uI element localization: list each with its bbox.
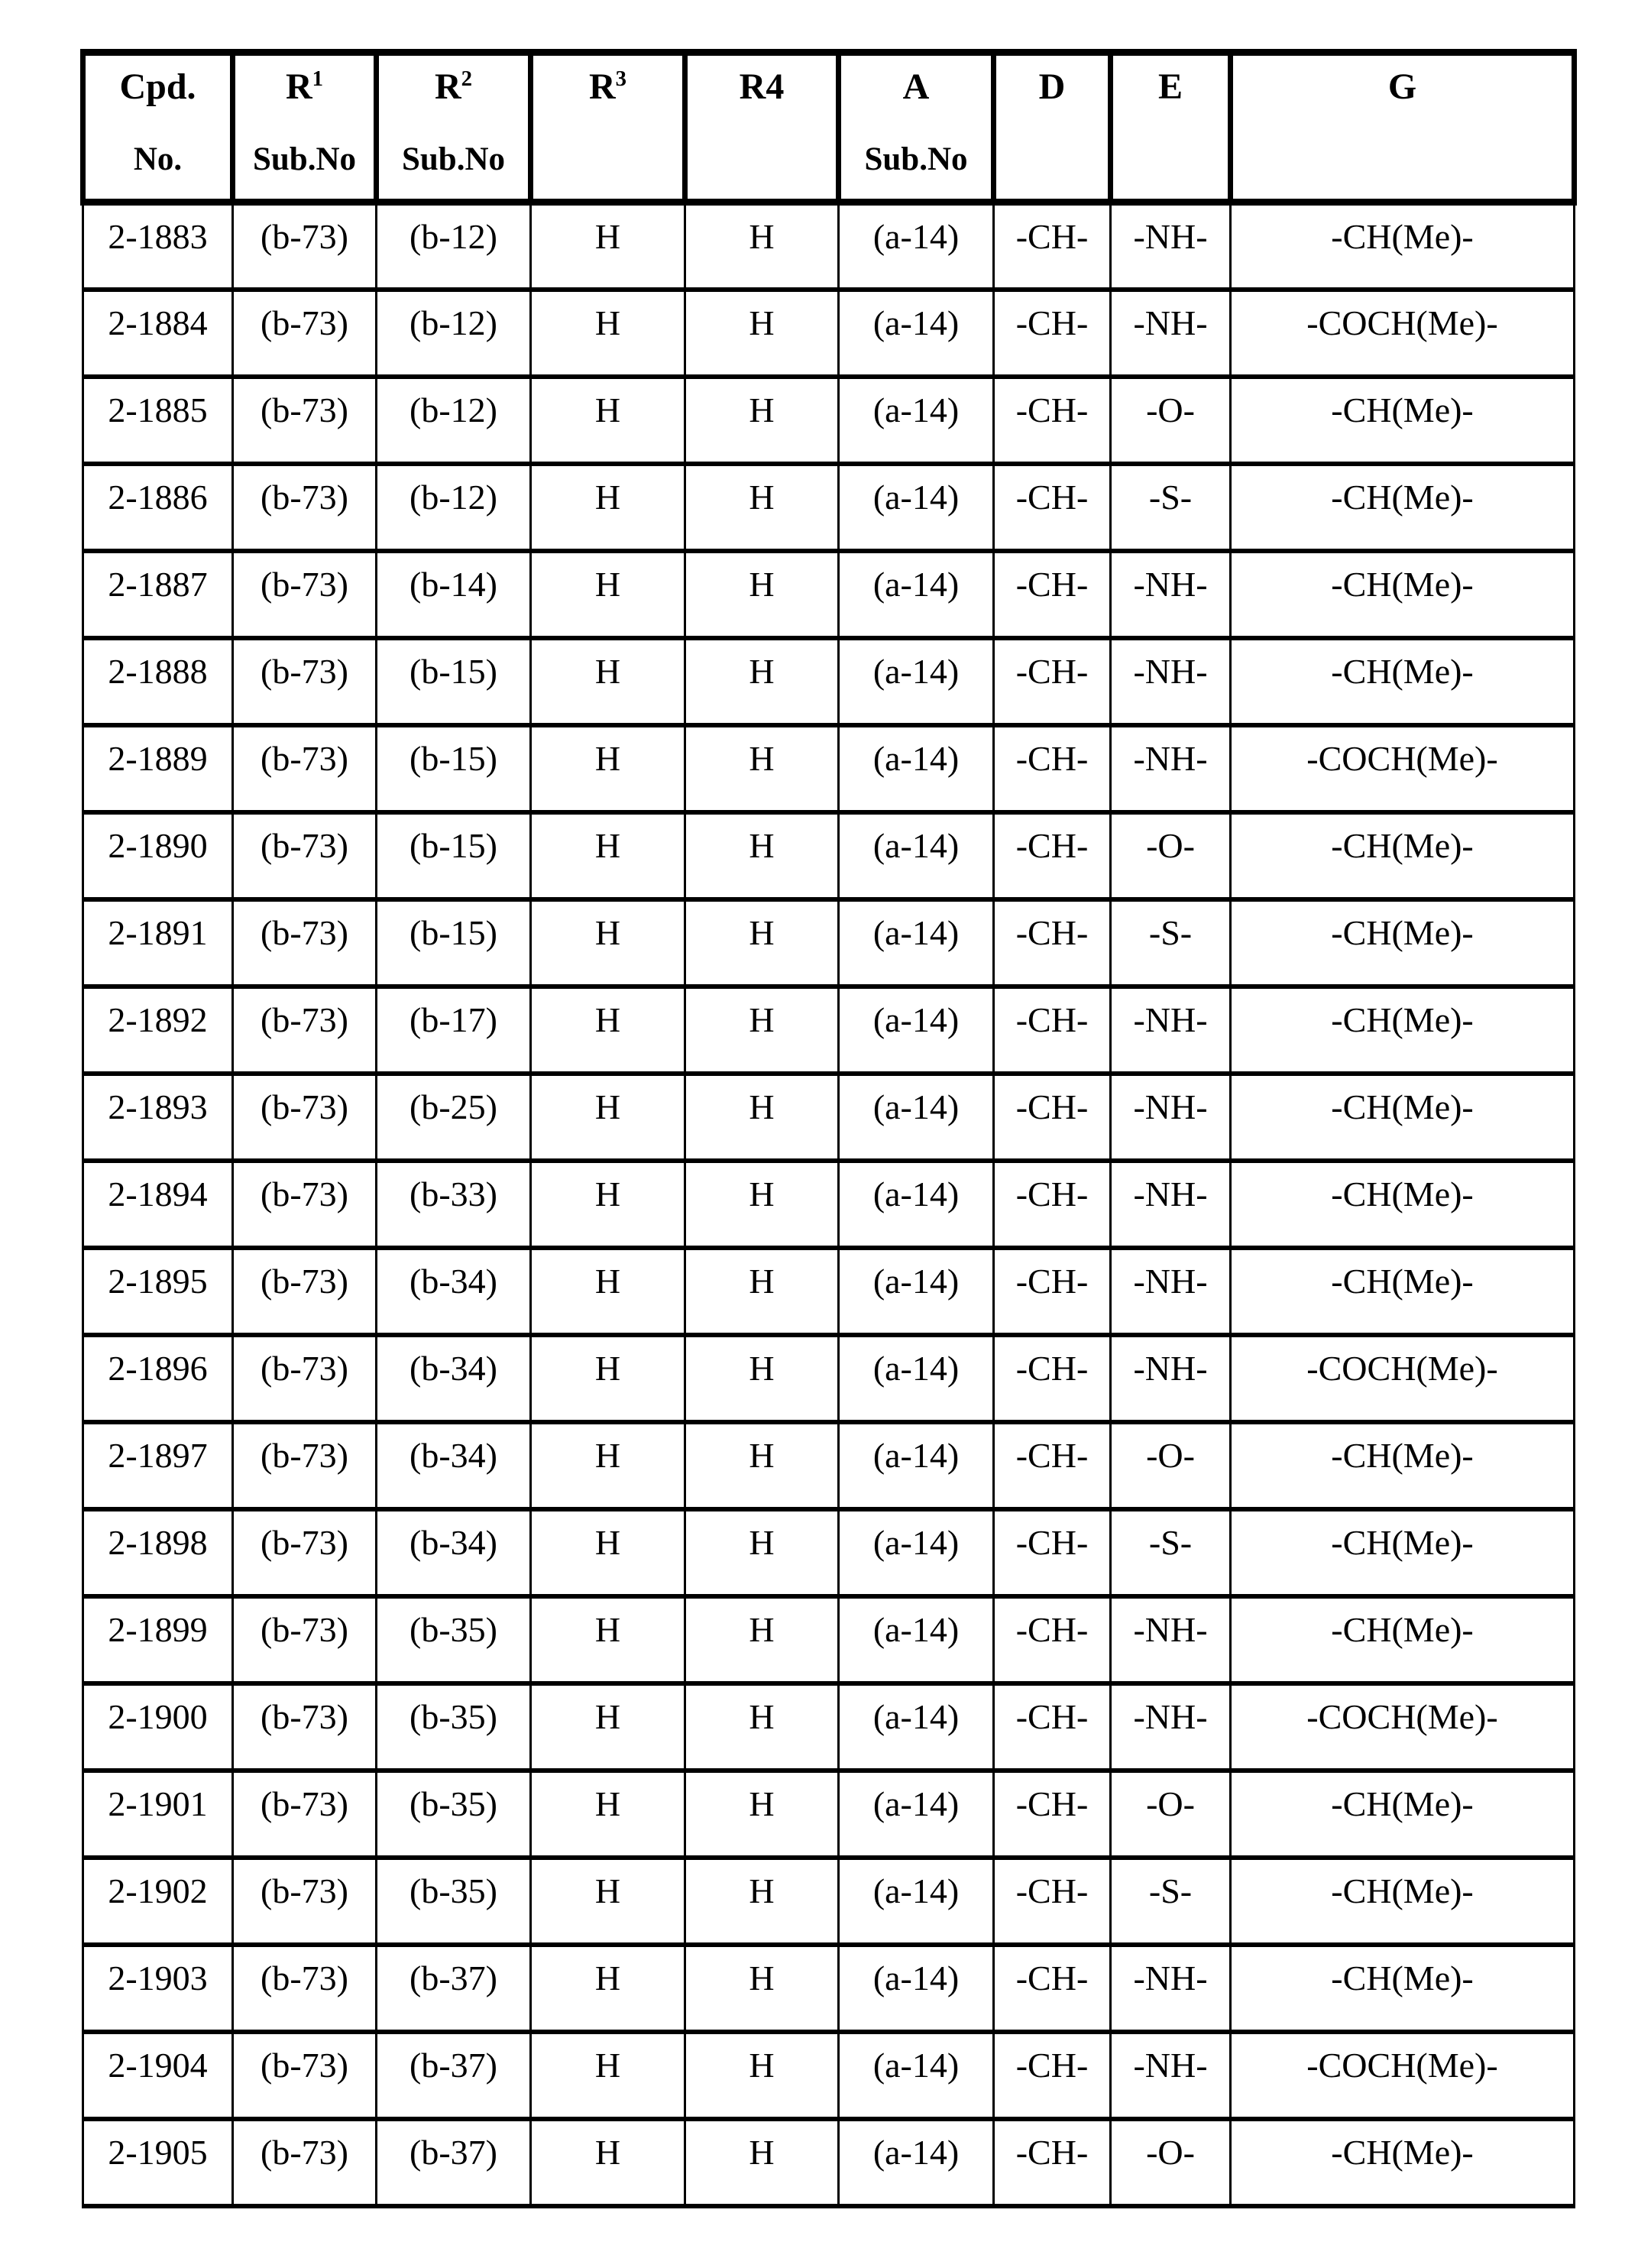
header-r3-label (534, 66, 681, 108)
cell-r4: H (685, 464, 839, 551)
cell-r3: H (531, 1248, 685, 1335)
cell-d: -CH- (994, 1771, 1111, 1858)
cell-e: -NH- (1111, 2032, 1231, 2119)
cell-r3: H (531, 1858, 685, 1945)
header-r4-label: R4 (739, 66, 785, 107)
cell-g: -CH(Me)- (1231, 1248, 1575, 1335)
cell-cpd-no: 2-1904 (83, 2032, 233, 2119)
cell-d: -CH- (994, 1161, 1111, 1248)
cell-g: -COCH(Me)- (1231, 290, 1575, 377)
cell-r2-sub-no: (b-34) (377, 1248, 531, 1335)
header-r1-subno: Sub.No (252, 141, 357, 177)
cell-d: -CH- (994, 1858, 1111, 1945)
header-a-label: A (902, 66, 930, 107)
cell-d: -CH- (994, 2119, 1111, 2206)
cell-e: -O- (1111, 1422, 1231, 1509)
header-r2-superscript: 2 (461, 66, 473, 91)
cell-cpd-no: 2-1883 (83, 202, 233, 290)
header-cell-r2 (377, 53, 531, 202)
cell-e: -NH- (1111, 202, 1231, 290)
cell-r4: H (685, 725, 839, 812)
cell-a-sub-no: (a-14) (839, 1683, 994, 1771)
header-cell-cpd-no (83, 53, 233, 202)
cell-cpd-no: 2-1892 (83, 987, 233, 1074)
table-row (83, 1074, 1575, 1161)
cell-r4: H (685, 899, 839, 987)
cell-a-sub-no: (a-14) (839, 638, 994, 725)
cell-e: -NH- (1111, 987, 1231, 1074)
cell-e: -NH- (1111, 1335, 1231, 1422)
cell-d: -CH- (994, 1509, 1111, 1596)
table-row (83, 377, 1575, 464)
cell-g: -CH(Me)- (1231, 812, 1575, 899)
cell-e: -NH- (1111, 638, 1231, 725)
cell-cpd-no: 2-1894 (83, 1161, 233, 1248)
table-row (83, 1335, 1575, 1422)
header-e-label: E (1157, 66, 1183, 107)
cell-cpd-no: 2-1905 (83, 2119, 233, 2206)
cell-r2-sub-no: (b-15) (377, 899, 531, 987)
cell-r2-sub-no: (b-37) (377, 2119, 531, 2206)
cell-g: -CH(Me)- (1231, 1509, 1575, 1596)
cell-a-sub-no: (a-14) (839, 1422, 994, 1509)
cell-g: -CH(Me)- (1231, 202, 1575, 290)
cell-e: -O- (1111, 1771, 1231, 1858)
cell-r3: H (531, 551, 685, 638)
cell-cpd-no: 2-1889 (83, 725, 233, 812)
cell-d: -CH- (994, 1945, 1111, 2032)
cell-r3: H (531, 899, 685, 987)
cell-r2-sub-no: (b-35) (377, 1596, 531, 1683)
cell-r4: H (685, 1771, 839, 1858)
cell-cpd-no: 2-1893 (83, 1074, 233, 1161)
cell-r2-sub-no: (b-33) (377, 1161, 531, 1248)
cell-d: -CH- (994, 1074, 1111, 1161)
table-row (83, 1858, 1575, 1945)
cell-r1-sub-no: (b-73) (233, 812, 377, 899)
cell-r2-sub-no: (b-12) (377, 464, 531, 551)
header-cell-r4 (685, 53, 839, 202)
cell-r1-sub-no: (b-73) (233, 551, 377, 638)
cell-d: -CH- (994, 987, 1111, 1074)
header-r1-base: R (285, 66, 312, 107)
cell-g: -COCH(Me)- (1231, 725, 1575, 812)
cell-g: -COCH(Me)- (1231, 2032, 1575, 2119)
table-row (83, 2119, 1575, 2206)
cell-r2-sub-no: (b-15) (377, 725, 531, 812)
cell-r1-sub-no: (b-73) (233, 1683, 377, 1771)
cell-a-sub-no: (a-14) (839, 1335, 994, 1422)
cell-a-sub-no: (a-14) (839, 2119, 994, 2206)
cell-r2-sub-no: (b-35) (377, 1771, 531, 1858)
cell-a-sub-no: (a-14) (839, 464, 994, 551)
cell-r2-sub-no: (b-35) (377, 1858, 531, 1945)
cell-r2-sub-no: (b-37) (377, 2032, 531, 2119)
cell-r2-sub-no: (b-15) (377, 638, 531, 725)
cell-r3: H (531, 1074, 685, 1161)
cell-r1-sub-no: (b-73) (233, 464, 377, 551)
cell-r1-sub-no: (b-73) (233, 1422, 377, 1509)
cell-r1-sub-no: (b-73) (233, 290, 377, 377)
cell-a-sub-no: (a-14) (839, 1858, 994, 1945)
cell-r1-sub-no: (b-73) (233, 1335, 377, 1422)
cell-r3: H (531, 1771, 685, 1858)
cell-r4: H (685, 1858, 839, 1945)
cell-a-sub-no: (a-14) (839, 551, 994, 638)
cell-r1-sub-no: (b-73) (233, 1161, 377, 1248)
header-r1-superscript: 1 (312, 66, 324, 91)
cell-cpd-no: 2-1896 (83, 1335, 233, 1422)
header-cell-a (839, 53, 994, 202)
header-cpd-line1: Cpd. (119, 66, 196, 107)
cell-e: -O- (1111, 812, 1231, 899)
header-r3-superscript: 3 (615, 66, 627, 91)
cell-r3: H (531, 638, 685, 725)
cell-a-sub-no: (a-14) (839, 1509, 994, 1596)
cell-e: -S- (1111, 464, 1231, 551)
header-r3-base: R (588, 66, 616, 107)
cell-r1-sub-no: (b-73) (233, 377, 377, 464)
cell-d: -CH- (994, 2032, 1111, 2119)
cell-e: -NH- (1111, 1161, 1231, 1248)
cell-g: -CH(Me)- (1231, 1596, 1575, 1683)
cell-r4: H (685, 1074, 839, 1161)
header-a-subno: Sub.No (864, 141, 968, 177)
header-r2-base: R (434, 66, 461, 107)
cell-r3: H (531, 1509, 685, 1596)
table-row (83, 464, 1575, 551)
header-cell-e (1111, 53, 1231, 202)
table-row (83, 812, 1575, 899)
table-body (83, 202, 1575, 2206)
table-row (83, 1596, 1575, 1683)
cell-r3: H (531, 1161, 685, 1248)
cell-e: -NH- (1111, 725, 1231, 812)
cell-r4: H (685, 2032, 839, 2119)
cell-d: -CH- (994, 377, 1111, 464)
cell-r1-sub-no: (b-73) (233, 2119, 377, 2206)
cell-a-sub-no: (a-14) (839, 202, 994, 290)
cell-d: -CH- (994, 1248, 1111, 1335)
cell-r3: H (531, 812, 685, 899)
cell-a-sub-no: (a-14) (839, 1161, 994, 1248)
cell-g: -CH(Me)- (1231, 1771, 1575, 1858)
cell-e: -NH- (1111, 290, 1231, 377)
table-row (83, 1945, 1575, 2032)
cell-cpd-no: 2-1884 (83, 290, 233, 377)
cell-r1-sub-no: (b-73) (233, 1074, 377, 1161)
cell-r1-sub-no: (b-73) (233, 1771, 377, 1858)
cell-d: -CH- (994, 1422, 1111, 1509)
table-row (83, 1683, 1575, 1771)
cell-r3: H (531, 2119, 685, 2206)
cell-r2-sub-no: (b-34) (377, 1509, 531, 1596)
header-cell-g (1231, 53, 1575, 202)
cell-e: -NH- (1111, 1945, 1231, 2032)
cell-r2-sub-no: (b-12) (377, 377, 531, 464)
cell-r3: H (531, 725, 685, 812)
cell-g: -CH(Me)- (1231, 1858, 1575, 1945)
cell-a-sub-no: (a-14) (839, 725, 994, 812)
cell-r4: H (685, 1509, 839, 1596)
table-header (83, 53, 1575, 202)
cell-r1-sub-no: (b-73) (233, 1945, 377, 2032)
cell-r2-sub-no: (b-12) (377, 290, 531, 377)
cell-r4: H (685, 377, 839, 464)
table-row (83, 1771, 1575, 1858)
cell-cpd-no: 2-1891 (83, 899, 233, 987)
cell-g: -CH(Me)- (1231, 551, 1575, 638)
cell-r2-sub-no: (b-15) (377, 812, 531, 899)
header-g-label: G (1387, 66, 1417, 107)
cell-a-sub-no: (a-14) (839, 1771, 994, 1858)
cell-cpd-no: 2-1887 (83, 551, 233, 638)
header-r2-subno: Sub.No (401, 141, 506, 177)
cell-d: -CH- (994, 464, 1111, 551)
cell-r4: H (685, 1335, 839, 1422)
cell-r4: H (685, 2119, 839, 2206)
cell-cpd-no: 2-1899 (83, 1596, 233, 1683)
table-row (83, 725, 1575, 812)
cell-r3: H (531, 202, 685, 290)
cell-r2-sub-no: (b-25) (377, 1074, 531, 1161)
table-row (83, 1422, 1575, 1509)
table-row (83, 987, 1575, 1074)
table-row (83, 290, 1575, 377)
cell-r1-sub-no: (b-73) (233, 987, 377, 1074)
cell-cpd-no: 2-1886 (83, 464, 233, 551)
cell-r4: H (685, 1945, 839, 2032)
cell-r1-sub-no: (b-73) (233, 1248, 377, 1335)
table-row (83, 1161, 1575, 1248)
cell-r4: H (685, 638, 839, 725)
cell-d: -CH- (994, 899, 1111, 987)
cell-d: -CH- (994, 1596, 1111, 1683)
cell-cpd-no: 2-1900 (83, 1683, 233, 1771)
cell-a-sub-no: (a-14) (839, 899, 994, 987)
cell-r4: H (685, 1683, 839, 1771)
cell-r3: H (531, 1596, 685, 1683)
cell-d: -CH- (994, 1683, 1111, 1771)
cell-e: -S- (1111, 899, 1231, 987)
header-row (83, 53, 1575, 202)
cell-g: -CH(Me)- (1231, 2119, 1575, 2206)
table-row (83, 1248, 1575, 1335)
header-cell-r1 (233, 53, 377, 202)
cell-d: -CH- (994, 812, 1111, 899)
cell-r4: H (685, 1422, 839, 1509)
header-cell-r3 (531, 53, 685, 202)
cell-r1-sub-no: (b-73) (233, 1596, 377, 1683)
cell-r2-sub-no: (b-34) (377, 1335, 531, 1422)
cell-r4: H (685, 812, 839, 899)
cell-r3: H (531, 290, 685, 377)
cell-cpd-no: 2-1901 (83, 1771, 233, 1858)
cell-r3: H (531, 1422, 685, 1509)
cell-cpd-no: 2-1897 (83, 1422, 233, 1509)
cell-r2-sub-no: (b-12) (377, 202, 531, 290)
table-row (83, 2032, 1575, 2119)
cell-a-sub-no: (a-14) (839, 290, 994, 377)
cell-d: -CH- (994, 1335, 1111, 1422)
cell-r1-sub-no: (b-73) (233, 1858, 377, 1945)
cell-d: -CH- (994, 202, 1111, 290)
cell-g: -COCH(Me)- (1231, 1335, 1575, 1422)
cell-g: -CH(Me)- (1231, 638, 1575, 725)
cell-g: -CH(Me)- (1231, 464, 1575, 551)
cell-a-sub-no: (a-14) (839, 987, 994, 1074)
cell-g: -CH(Me)- (1231, 987, 1575, 1074)
cell-r3: H (531, 1683, 685, 1771)
table-row (83, 202, 1575, 290)
cell-e: -NH- (1111, 1596, 1231, 1683)
cell-r4: H (685, 202, 839, 290)
cell-cpd-no: 2-1902 (83, 1858, 233, 1945)
cell-cpd-no: 2-1890 (83, 812, 233, 899)
cell-r2-sub-no: (b-17) (377, 987, 531, 1074)
cell-g: -CH(Me)- (1231, 1161, 1575, 1248)
header-cell-d (994, 53, 1111, 202)
cell-r3: H (531, 377, 685, 464)
cell-r1-sub-no: (b-73) (233, 202, 377, 290)
cell-r2-sub-no: (b-34) (377, 1422, 531, 1509)
cell-cpd-no: 2-1898 (83, 1509, 233, 1596)
cell-r4: H (685, 1248, 839, 1335)
cell-g: -CH(Me)- (1231, 377, 1575, 464)
cell-r4: H (685, 551, 839, 638)
cell-d: -CH- (994, 290, 1111, 377)
cell-e: -S- (1111, 1858, 1231, 1945)
cell-e: -O- (1111, 377, 1231, 464)
table-row (83, 1509, 1575, 1596)
cell-e: -NH- (1111, 1683, 1231, 1771)
cell-r1-sub-no: (b-73) (233, 899, 377, 987)
cell-e: -O- (1111, 2119, 1231, 2206)
cell-a-sub-no: (a-14) (839, 1945, 994, 2032)
cell-r3: H (531, 1945, 685, 2032)
table-row (83, 551, 1575, 638)
cell-e: -NH- (1111, 1248, 1231, 1335)
cell-e: -S- (1111, 1509, 1231, 1596)
cell-r2-sub-no: (b-37) (377, 1945, 531, 2032)
cell-r3: H (531, 1335, 685, 1422)
cell-g: -COCH(Me)- (1231, 1683, 1575, 1771)
cell-e: -NH- (1111, 1074, 1231, 1161)
cell-cpd-no: 2-1895 (83, 1248, 233, 1335)
cell-cpd-no: 2-1903 (83, 1945, 233, 2032)
cell-cpd-no: 2-1885 (83, 377, 233, 464)
cell-a-sub-no: (a-14) (839, 2032, 994, 2119)
cell-r3: H (531, 2032, 685, 2119)
cell-a-sub-no: (a-14) (839, 812, 994, 899)
cell-r1-sub-no: (b-73) (233, 2032, 377, 2119)
cell-r3: H (531, 987, 685, 1074)
cell-r2-sub-no: (b-14) (377, 551, 531, 638)
cell-r4: H (685, 987, 839, 1074)
cell-a-sub-no: (a-14) (839, 1248, 994, 1335)
cell-a-sub-no: (a-14) (839, 1596, 994, 1683)
cell-a-sub-no: (a-14) (839, 1074, 994, 1161)
cell-r1-sub-no: (b-73) (233, 638, 377, 725)
cell-g: -CH(Me)- (1231, 1945, 1575, 2032)
cell-r1-sub-no: (b-73) (233, 725, 377, 812)
cell-d: -CH- (994, 551, 1111, 638)
table-row (83, 899, 1575, 987)
cell-r2-sub-no: (b-35) (377, 1683, 531, 1771)
cell-d: -CH- (994, 725, 1111, 812)
cell-e: -NH- (1111, 551, 1231, 638)
cell-g: -CH(Me)- (1231, 899, 1575, 987)
cell-a-sub-no: (a-14) (839, 377, 994, 464)
cell-cpd-no: 2-1888 (83, 638, 233, 725)
compound-substituent-table (80, 49, 1577, 2208)
cell-r3: H (531, 464, 685, 551)
cell-r4: H (685, 1161, 839, 1248)
header-cpd-line2: No. (133, 141, 183, 177)
cell-g: -CH(Me)- (1231, 1074, 1575, 1161)
header-r1-label (236, 66, 373, 108)
cell-r1-sub-no: (b-73) (233, 1509, 377, 1596)
table-row (83, 638, 1575, 725)
header-d-label: D (1038, 66, 1066, 107)
header-r2-label (380, 66, 527, 108)
cell-r4: H (685, 290, 839, 377)
cell-r4: H (685, 1596, 839, 1683)
cell-g: -CH(Me)- (1231, 1422, 1575, 1509)
cell-d: -CH- (994, 638, 1111, 725)
